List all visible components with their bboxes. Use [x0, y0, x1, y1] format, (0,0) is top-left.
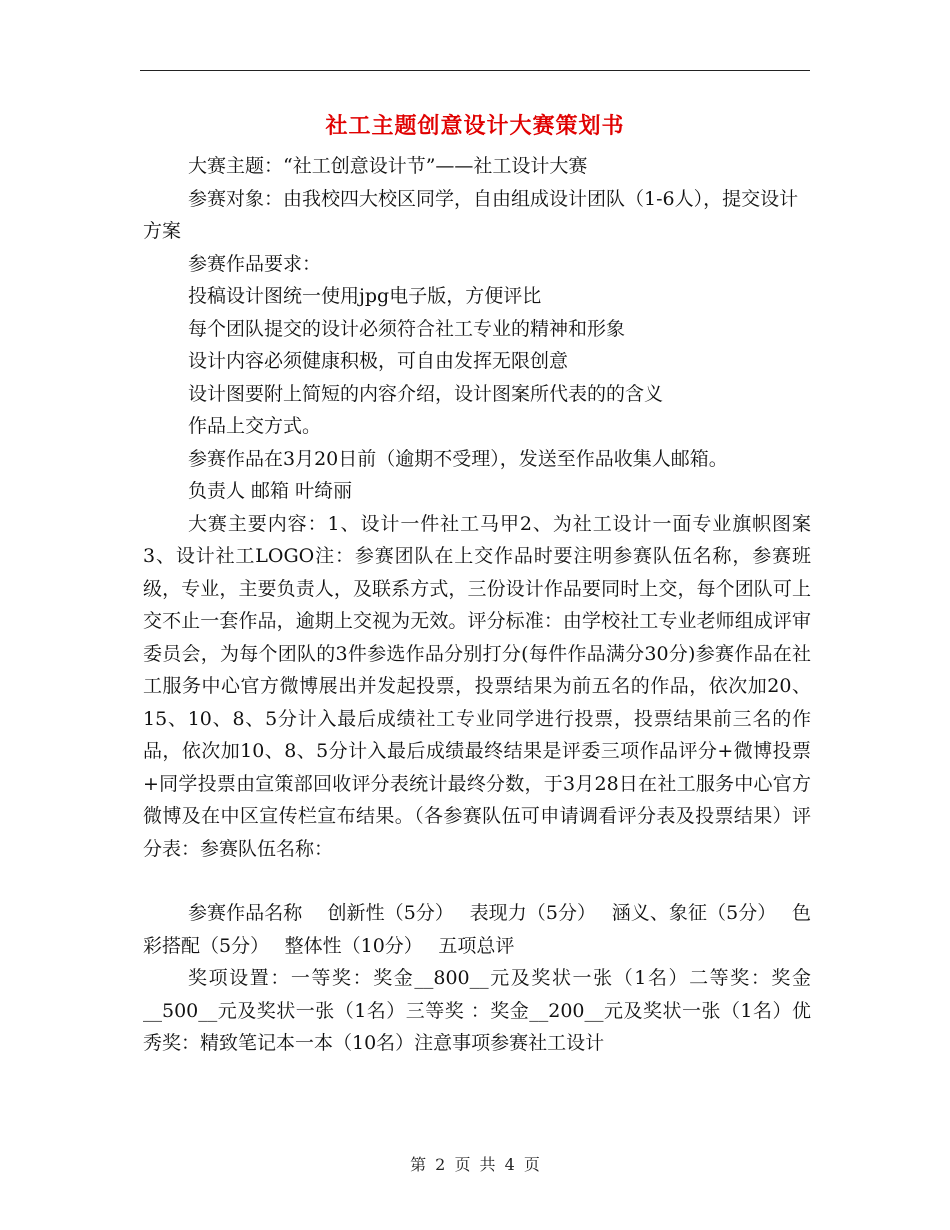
paragraph-participants: 参赛对象：由我校四大校区同学，自由组成设计团队（1-6人），提交设计方案	[143, 187, 799, 242]
paragraph-requirement-spirit: 每个团队提交的设计必须符合社工专业的精神和形象	[188, 317, 626, 340]
paragraph-submission-method: 作品上交方式。	[188, 415, 322, 437]
paragraph-theme: 大赛主题：“社工创意设计节”——社工设计大赛	[188, 155, 588, 177]
paragraph-requirement-format: 投稿设计图统一使用jpg电子版，方便评比	[188, 285, 542, 307]
paragraph-awards: 奖项设置：一等奖：奖金__800__元及奖状一张（1名）二等奖：奖金__500__元及奖状一张（1名）三等奖 ：奖金__200__元及奖状一张（1名）优秀奖：精致笔记本一本（10名）注意事项参赛社工设计	[143, 967, 811, 1054]
document-title: 社工主题创意设计大赛策划书	[325, 113, 625, 139]
document-body	[143, 150, 811, 1060]
paragraph-score-table: 参赛作品名称 创新性（5分） 表现力（5分） 涵义、象征（5分） 色彩搭配（5分） 整体性（10分） 五项总评	[143, 902, 811, 957]
paragraph-requirements-heading: 参赛作品要求：	[188, 252, 322, 275]
page-number: 第 2 页 共 4 页	[410, 1155, 540, 1174]
blank-line	[143, 865, 811, 897]
header-rule	[140, 70, 810, 71]
paragraph-requirement-content: 设计内容必须健康积极，可自由发挥无限创意	[188, 350, 569, 372]
paragraph-main-content: 大赛主要内容：1、设计一件社工马甲2、为社工设计一面专业旗帜图案3、设计社工LOGO注：参赛团队在上交作品时要注明参赛队伍名称，参赛班级，专业，主要负责人，及联系方式，三份设计作品要同时上交，每个团队可上交不止一套作品，逾期上交视为无效。评分标准：由学校社工专业老师组成评审委员会，为每个团队的3件参选作品分别打分(每件作品满分30分)参赛作品在社工服务中心官方微博展出并发起投票，投票结果为前五名的作品，依次加20、15、10、8、5分计入最后成绩社工专业同学进行投票，投票结果前三名的作品，依次加10、8、5分计入最后成绩最终结果是评委三项作品评分+微博投票+同学投票由宣策部回收评分表统计最终分数，于3月28日在社工服务中心官方微博及在中区宣传栏宣布结果。（各参赛队伍可申请调看评分表及投票结果）评分表：参赛队伍名称：	[143, 512, 811, 860]
paragraph-deadline: 参赛作品在3月20日前（逾期不受理），发送至作品收集人邮箱。	[188, 447, 728, 470]
paragraph-contact: 负责人 邮箱 叶绮丽	[188, 480, 353, 502]
paragraph-requirement-description: 设计图要附上简短的内容介绍，设计图案所代表的的含义	[188, 382, 664, 405]
